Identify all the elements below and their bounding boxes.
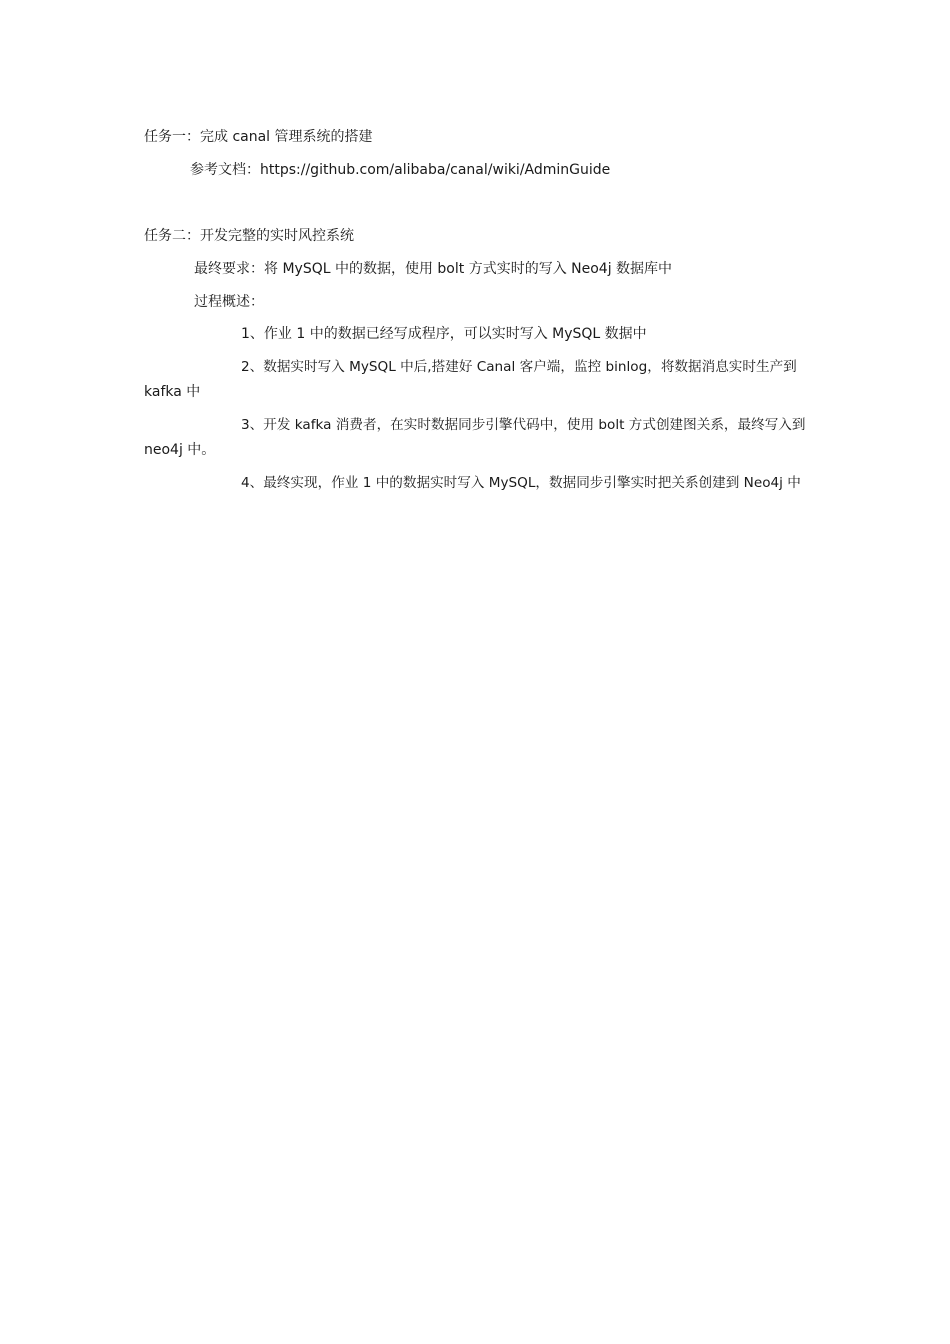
task2-heading: 任务二：开发完整的实时风控系统	[144, 228, 354, 244]
task1-heading: 任务一：完成 canal 管理系统的搭建	[144, 129, 373, 145]
step-2-line-1: 2、数据实时写入 MySQL 中后,搭建好 Canal 客户端，监控 binlog，将数据消息实时生产到	[241, 359, 797, 375]
step-3-line-2: neo4j 中。	[144, 442, 216, 458]
step-2-line-2: kafka 中	[144, 384, 201, 400]
step-3-line-1: 3、开发 kafka 消费者，在实时数据同步引擎代码中，使用 bolt 方式创建图关系，最终写入到	[241, 417, 806, 433]
step-4: 4、最终实现，作业 1 中的数据实时写入 MySQL，数据同步引擎实时把关系创建到 Neo4j 中	[241, 475, 801, 491]
task1-reference: 参考文档：https://github.com/alibaba/canal/wiki/AdminGuide	[190, 162, 611, 178]
step-1: 1、作业 1 中的数据已经写成程序，可以实时写入 MySQL 数据中	[241, 326, 647, 342]
task2-overview-label: 过程概述：	[194, 294, 264, 310]
task2-requirement: 最终要求：将 MySQL 中的数据，使用 bolt 方式实时的写入 Neo4j 数据库中	[194, 261, 673, 277]
